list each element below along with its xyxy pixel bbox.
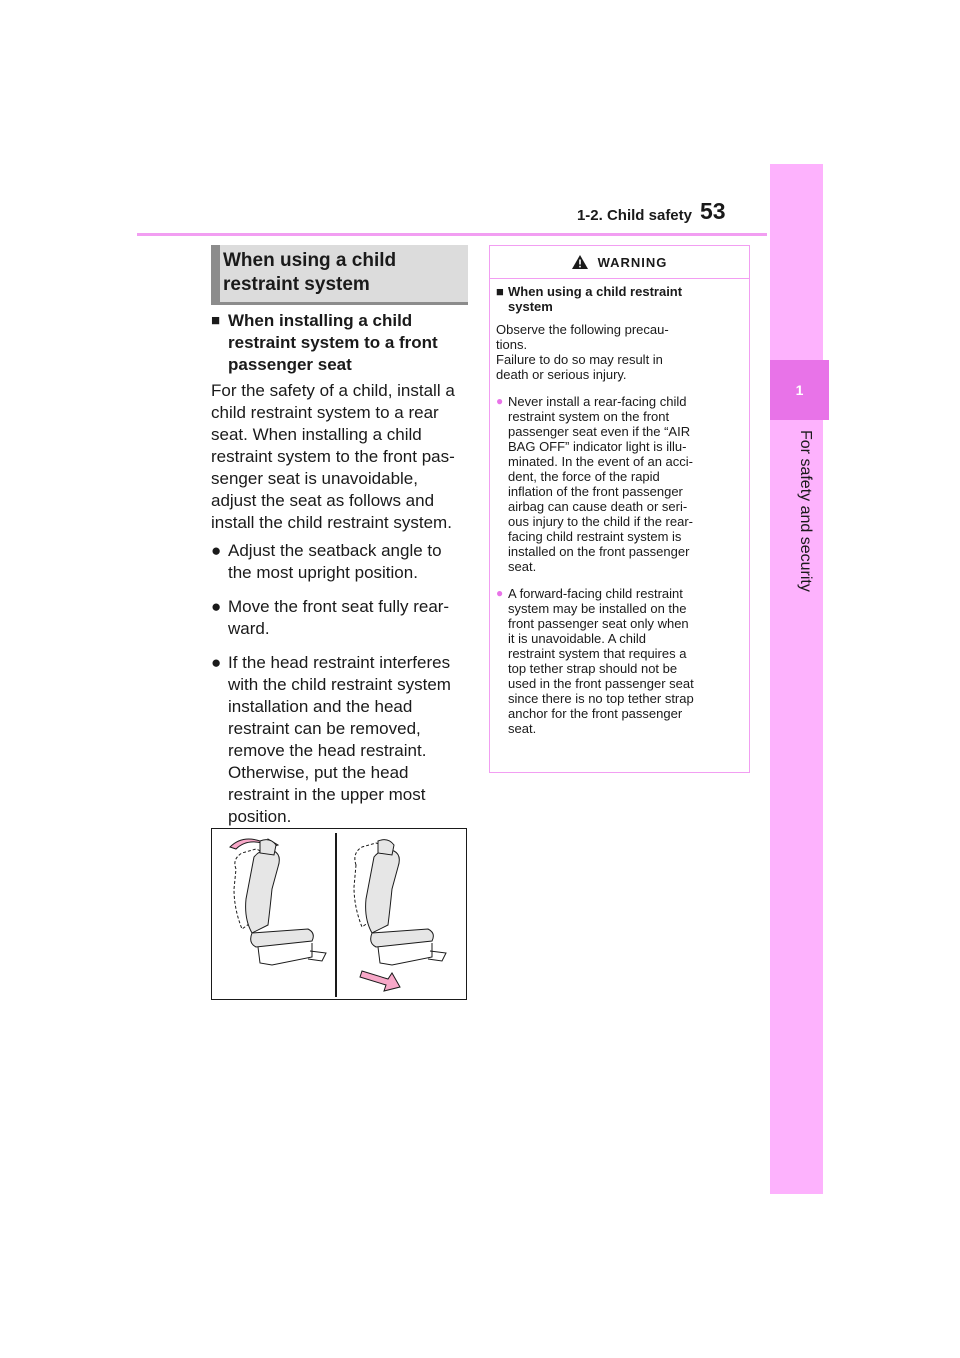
list-item-line: remove the head restraint.: [228, 741, 427, 760]
paragraph-line: For the safety of a child, install a: [211, 381, 455, 400]
instruction-list: [211, 540, 473, 840]
list-item-line: Otherwise, put the head: [228, 763, 409, 782]
list-item-line: Move the front seat fully rear-: [228, 597, 450, 616]
square-bullet-icon: ■: [211, 312, 221, 329]
warning-sub-heading: [496, 284, 743, 314]
list-item-line: ward.: [228, 619, 270, 638]
sub-heading: [211, 310, 468, 376]
warning-item-line: dent, the force of the rapid: [508, 469, 660, 484]
warning-item-line: passenger seat even if the “AIR: [508, 424, 691, 439]
paragraph-line: senger seat is unavoidable,: [211, 469, 418, 488]
list-item: [211, 540, 473, 584]
bullet-dot-icon: ●: [496, 586, 504, 600]
page-number: 53: [700, 198, 726, 224]
section-heading-text: [223, 249, 396, 297]
seat-illustration-svg: [212, 829, 466, 999]
paragraph-line: restraint system to the front pas-: [211, 447, 455, 466]
warning-item-line: it is unavoidable. A child: [508, 631, 647, 646]
sub-heading-line: restraint system to a front: [228, 333, 438, 352]
warning-box: [489, 245, 750, 773]
warning-item-line: BAG OFF” indicator light is illu-: [508, 439, 687, 454]
warning-item-line: restraint system that requires a: [508, 646, 687, 661]
warning-item-line: anchor for the front passenger: [508, 706, 683, 721]
paragraph-line: install the child restraint system.: [211, 513, 452, 532]
warning-header: [490, 246, 749, 279]
list-item-line: Adjust the seatback angle to: [228, 541, 442, 560]
warning-item-line: Never install a rear-facing child: [508, 394, 687, 409]
list-item: [211, 652, 473, 828]
warning-sub-heading-line: system: [508, 299, 553, 314]
seat-adjustment-illustration: [211, 828, 467, 1000]
list-item-line: If the head restraint interferes: [228, 653, 451, 672]
warning-item-line: front passenger seat only when: [508, 616, 689, 631]
running-header-section: 1-2. Child safety: [576, 207, 692, 224]
warning-body: [490, 279, 749, 736]
warning-item: [496, 586, 743, 736]
list-item-line: restraint can be removed,: [228, 719, 421, 738]
header-rule: [137, 233, 767, 236]
warning-title: WARNING: [597, 254, 668, 270]
warning-item-line: airbag can cause death or seri-: [508, 499, 688, 514]
square-bullet-icon: ■: [496, 284, 504, 299]
chapter-title-vertical: For safety and security: [797, 430, 814, 592]
warning-item-line: minated. In the event of an acci-: [508, 454, 693, 469]
warning-item-line: A forward-facing child restraint: [508, 586, 683, 601]
warning-item-line: inflation of the front passenger: [508, 484, 683, 499]
list-item: [211, 596, 473, 640]
bullet-dot-icon: ●: [496, 394, 504, 408]
list-item-line: the most upright position.: [228, 563, 418, 582]
warning-item-line: restraint system on the front: [508, 409, 670, 424]
paragraph-line: adjust the seat as follows and: [211, 491, 435, 510]
sub-heading-line: When installing a child: [228, 311, 413, 330]
warning-intro: [496, 322, 743, 382]
list-item-line: position.: [228, 807, 292, 826]
chapter-side-tab: [770, 164, 823, 1194]
warning-intro-line: death or serious injury.: [496, 367, 627, 382]
chapter-number-tab: 1: [770, 360, 829, 420]
seatback-upright-icon: [230, 839, 326, 965]
bullet-dot-icon: ●: [211, 541, 222, 560]
warning-item-line: ous injury to the child if the rear-: [508, 514, 693, 529]
paragraph-line: child restraint system to a rear: [211, 403, 439, 422]
warning-intro-line: Failure to do so may result in: [496, 352, 663, 367]
warning-item-line: seat.: [508, 559, 537, 574]
section-heading-line: When using a child: [223, 250, 397, 271]
section-heading: [211, 245, 468, 305]
seat-slide-rearward-icon: [354, 840, 446, 991]
warning-item-line: seat.: [508, 721, 537, 736]
intro-paragraph: [211, 380, 471, 534]
warning-item-line: used in the front passenger seat: [508, 676, 694, 691]
list-item-line: restraint in the upper most: [228, 785, 426, 804]
warning-item-line: top tether strap should not be: [508, 661, 678, 676]
bullet-dot-icon: ●: [211, 597, 222, 616]
list-item-line: installation and the head: [228, 697, 413, 716]
warning-triangle-icon: [572, 255, 588, 269]
warning-intro-line: Observe the following precau-: [496, 322, 669, 337]
list-item-line: with the child restraint system: [228, 675, 451, 694]
warning-intro-line: tions.: [496, 337, 528, 352]
section-heading-line: restraint system: [223, 274, 370, 295]
warning-item: [496, 394, 743, 574]
warning-sub-heading-line: When using a child restraint: [508, 284, 683, 299]
paragraph-line: seat. When installing a child: [211, 425, 422, 444]
warning-item-line: system may be installed on the: [508, 601, 687, 616]
warning-item-line: installed on the front passenger: [508, 544, 690, 559]
warning-item-line: since there is no top tether strap: [508, 691, 694, 706]
sub-heading-line: passenger seat: [228, 355, 352, 374]
heading-accent-bar: [211, 245, 220, 302]
bullet-dot-icon: ●: [211, 653, 222, 672]
warning-item-line: facing child restraint system is: [508, 529, 682, 544]
